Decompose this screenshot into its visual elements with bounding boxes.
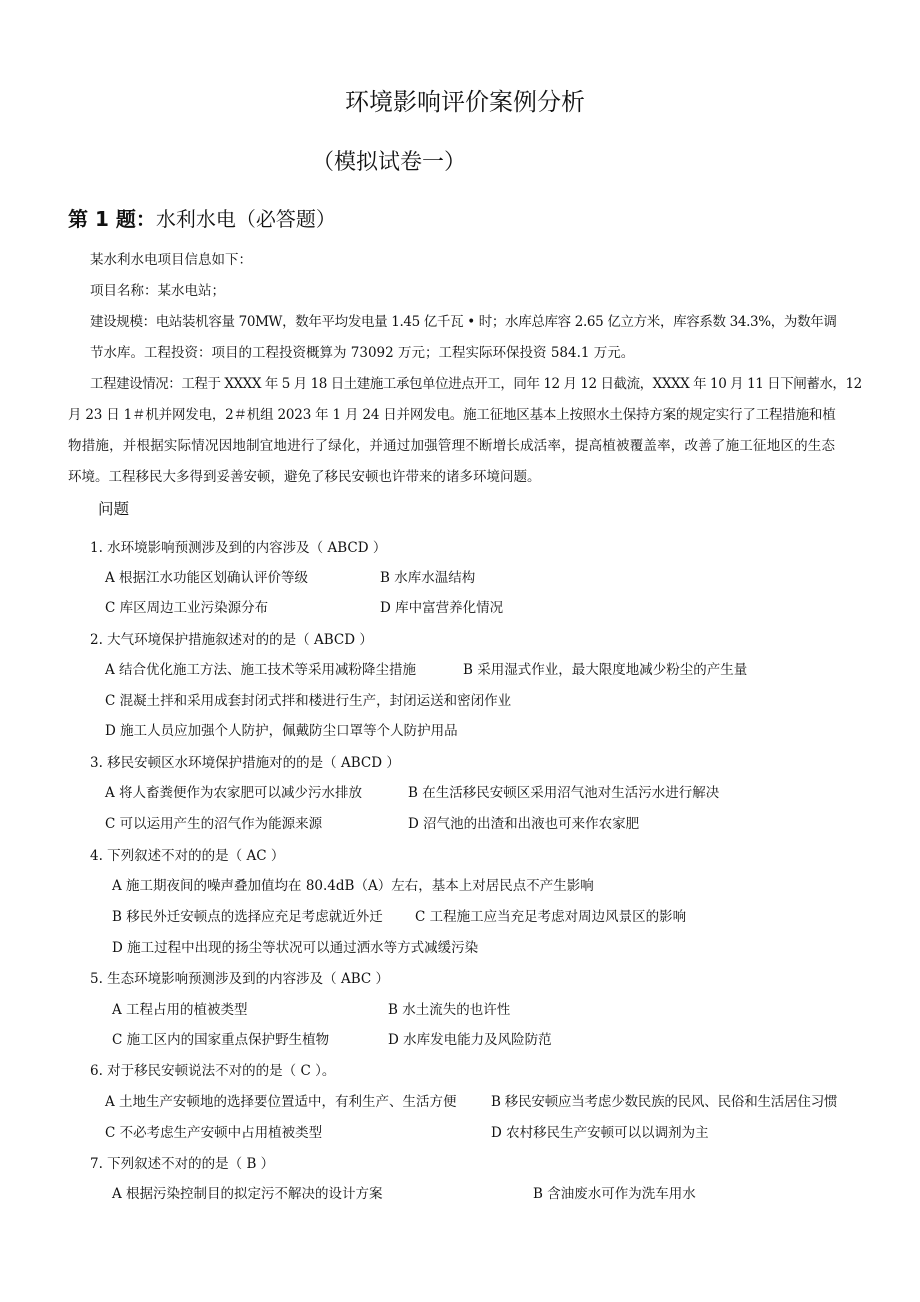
- question-text: 7. 下列叙述不对的的是（ B ）: [90, 1156, 275, 1172]
- intro-line: 环境。工程移民大多得到妥善安顿，避免了移民安顿也许带来的诸多环境问题。: [68, 469, 541, 485]
- option: D 水库发电能力及风险防范: [388, 1032, 552, 1048]
- option: A 根据江水功能区划确认评价等级: [105, 570, 309, 586]
- option: D 施工人员应加强个人防护，佩戴防尘口罩等个人防护用品: [105, 723, 458, 739]
- option: D 库中富营养化情况: [380, 600, 504, 616]
- option: A 土地生产安顿地的选择要位置适中，有利生产、生活方便: [105, 1094, 457, 1110]
- option: B 水库水温结构: [380, 570, 476, 586]
- question-text: 6. 对于移民安顿说法不对的的是（ C ）。: [90, 1063, 336, 1079]
- document-subtitle: （模拟试卷一）: [312, 150, 467, 175]
- question-text: 2. 大气环境保护措施叙述对的的是（ ABCD ）: [90, 632, 373, 648]
- option: C 工程施工应当充足考虑对周边风景区的影响: [415, 909, 687, 925]
- question-heading: [68, 203, 336, 232]
- document-title: 环境影响评价案例分析: [345, 88, 585, 116]
- questions-label: 问题: [98, 500, 130, 518]
- question-text: 3. 移民安顿区水环境保护措施对的的是（ ABCD ）: [90, 755, 400, 771]
- option: B 水土流失的也许性: [388, 1002, 511, 1018]
- option: B 移民外迁安顿点的选择应充足考虑就近外迁: [112, 909, 383, 925]
- question-number: 第 1 题：: [68, 207, 156, 231]
- question-text: 4. 下列叙述不对的的是（ AC ）: [90, 848, 285, 864]
- intro-line: 建设规模：电站装机容量 70MW，数年平均发电量 1.45 亿千瓦 • 时；水库总库容 2.65 亿立方米，库容系数 34.3%，为数年调: [90, 314, 837, 330]
- option: C 混凝土拌和采用成套封闭式拌和楼进行生产，封闭运送和密闭作业: [105, 693, 512, 709]
- intro-line: 工程建设情况：工程于 XXXX 年 5 月 18 日土建施工承包单位进点开工，同年 12 月 12 日截流，XXXX 年 10 月 11 日下闸蓄水，12: [90, 376, 862, 392]
- option: B 移民安顿应当考虑少数民族的民风、民俗和生活居住习惯: [491, 1094, 838, 1110]
- option: A 施工期夜间的噪声叠加值均在 80.4dB（A）左右，基本上对居民点不产生影响: [112, 878, 594, 894]
- intro-line: 物措施，并根据实际情况因地制宜地进行了绿化，并通过加强管理不断增长成活率，提高植被覆盖率，改善了施工征地区的生态: [68, 438, 836, 454]
- option: A 工程占用的植被类型: [112, 1002, 248, 1018]
- option: D 沼气池的出渣和出液也可来作农家肥: [408, 816, 640, 832]
- option: B 含油废水可作为洗车用水: [533, 1186, 696, 1202]
- option: C 不必考虑生产安顿中占用植被类型: [105, 1125, 323, 1141]
- option: C 可以运用产生的沼气作为能源来源: [105, 816, 323, 832]
- option: D 农村移民生产安顿可以以调剂为主: [491, 1125, 709, 1141]
- option: C 库区周边工业污染源分布: [105, 600, 269, 616]
- question-topic: 水利水电（必答题）: [155, 207, 336, 231]
- intro-line: 某水利水电项目信息如下：: [90, 252, 252, 268]
- intro-line: 月 23 日 1＃机并网发电，2＃机组 2023 年 1 月 24 日并网发电。施工征地区基本上按照水土保持方案的规定实行了工程措施和植: [68, 407, 836, 423]
- option: A 结合优化施工方法、施工技术等采用减粉降尘措施: [105, 662, 417, 678]
- option: A 根据污染控制目的拟定污不解决的设计方案: [112, 1186, 383, 1202]
- intro-line: 节水库。工程投资：项目的工程投资概算为 73092 万元；工程实际环保投资 584.1 万元。: [90, 345, 635, 361]
- option: B 采用湿式作业，最大限度地减少粉尘的产生量: [463, 662, 748, 678]
- question-text: 1. 水环境影响预测涉及到的内容涉及（ ABCD ）: [90, 540, 387, 556]
- option: C 施工区内的国家重点保护野生植物: [112, 1032, 330, 1048]
- question-text: 5. 生态环境影响预测涉及到的内容涉及（ ABC ）: [90, 971, 390, 987]
- intro-line: 项目名称：某水电站；: [90, 283, 225, 299]
- option: D 施工过程中出现的扬尘等状况可以通过洒水等方式减缓污染: [112, 940, 479, 956]
- option: A 将人畜粪便作为农家肥可以减少污水排放: [105, 785, 363, 801]
- option: B 在生活移民安顿区采用沼气池对生活污水进行解决: [408, 785, 720, 801]
